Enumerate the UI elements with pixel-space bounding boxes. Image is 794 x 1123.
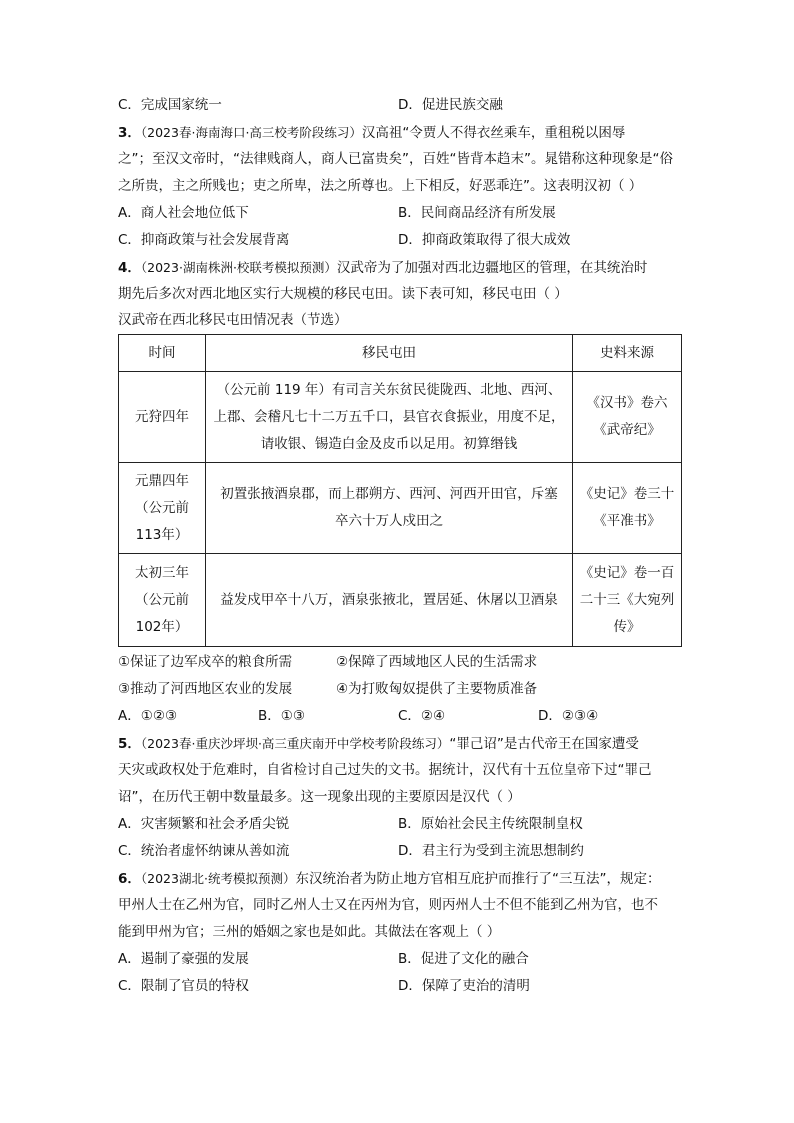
q4-stem-line-2: 期先后多次对西北地区实行大规模的移民屯田。读下表可知，移民屯田（ ） — [118, 286, 568, 302]
option-a[interactable]: A．遏制了豪强的发展 — [118, 951, 249, 967]
header-time: 时间 — [119, 335, 206, 372]
cell-time: 元狩四年 — [119, 372, 206, 463]
q6-options-ab — [118, 946, 688, 973]
cell-source: 《史记》卷三十 《平准书》 — [573, 463, 682, 554]
option-a[interactable]: A．①②③ — [118, 708, 178, 724]
q4-stem-line-1 — [118, 254, 688, 281]
option-b[interactable]: B．民间商品经济有所发展 — [398, 205, 556, 221]
question-source: （2023·湖南株洲·校联考模拟预测） — [140, 260, 337, 275]
q5-stem-line-3: 诏”，在历代王朝中数量最多。这一现象出现的主要原因是汉代（ ） — [118, 789, 521, 805]
q3-options-ab — [118, 200, 688, 227]
question-number: 3． — [118, 125, 141, 141]
q3-stem-line-2: 之”；至汉文帝时，“法律贱商人，商人已富贵矣”，百姓“皆背本趋末”。晁错称这种现象是“俗 — [118, 151, 673, 167]
q3-stem-line-1 — [118, 119, 688, 146]
question-text: “罪己诏”是古代帝王在国家遭受 — [449, 736, 639, 752]
statement-2: ②保障了西域地区人民的生活需求 — [336, 654, 538, 670]
q6-stem-line-2: 甲州人士在乙州为官，同时乙州人士又在丙州为官，则丙州人士不但不能到乙州为官，也不 — [118, 897, 658, 913]
q5-stem-line-1 — [118, 730, 688, 757]
question-text: 东汉统治者为防止地方官相互庇护而推行了“三互法”，规定： — [295, 871, 661, 887]
question-source: （2023春·海南海口·高三校考阶段练习） — [140, 125, 362, 140]
option-c[interactable]: C．②④ — [398, 708, 446, 724]
cell-time: 太初三年 （公元前 102年） — [119, 554, 206, 647]
option-c[interactable]: C．完成国家统一 — [118, 97, 222, 113]
header-content: 移民屯田 — [206, 335, 573, 372]
table-row — [119, 463, 682, 554]
table-caption: 汉武帝在西北移民屯田情况表（节选） — [118, 312, 348, 328]
question-text: 汉高祖“令贾人不得衣丝乘车，重租税以困辱 — [361, 125, 626, 141]
option-d[interactable]: D．促进民族交融 — [398, 97, 503, 113]
q5-options-ab — [118, 811, 688, 838]
option-b[interactable]: B．①③ — [258, 708, 305, 724]
cell-source: 《汉书》卷六 《武帝纪》 — [573, 372, 682, 463]
question-number: 5． — [118, 736, 141, 752]
q6-stem-line-3: 能到甲州为官；三州的婚姻之家也是如此。其做法在客观上（ ） — [118, 924, 501, 940]
q6-options-cd — [118, 973, 688, 1000]
cell-content: （公元前 119 年）有司言关东贫民徙陇西、北地、西河、 上郡、会稽凡七十二万五千口，县官衣食振业，用度不足， 请收银、锡造白金及皮币以足用。初算缗钱 — [206, 372, 573, 463]
option-b[interactable]: B．原始社会民主传统限制皇权 — [398, 816, 583, 832]
q2-options-cd — [118, 92, 688, 119]
exam-page — [118, 92, 688, 1000]
q3-stem-line-3: 之所贵，主之所贱也；吏之所卑，法之所尊也。上下相反，好恶乖迕”。这表明汉初（ ） — [118, 178, 643, 194]
cell-content: 益发戍甲卒十八万，酒泉张掖北，置居延、休屠以卫酒泉 — [206, 554, 573, 647]
option-c[interactable]: C．抑商政策与社会发展背离 — [118, 232, 290, 248]
cell-source: 《史记》卷一百 二十三《大宛列 传》 — [573, 554, 682, 647]
option-d[interactable]: D．②③④ — [538, 708, 599, 724]
question-source: （2023春·重庆沙坪坝·高三重庆南开中学校考阶段练习） — [140, 736, 450, 751]
statement-1: ①保证了边军戍卒的粮食所需 — [118, 654, 293, 670]
header-source: 史料来源 — [573, 335, 682, 372]
q5-options-cd — [118, 838, 688, 865]
question-number: 6． — [118, 871, 141, 887]
option-a[interactable]: A．灾害频繁和社会矛盾尖锐 — [118, 816, 290, 832]
option-c[interactable]: C．统治者虚怀纳谏从善如流 — [118, 843, 290, 859]
q4-statements-12 — [118, 649, 688, 676]
cell-content: 初置张掖酒泉郡，而上郡朔方、西河、河西开田官，斥塞 卒六十万人戍田之 — [206, 463, 573, 554]
table-header-row — [119, 335, 682, 372]
table-row — [119, 554, 682, 647]
option-d[interactable]: D．君主行为受到主流思想制约 — [398, 843, 584, 859]
statement-4: ④为打败匈奴提供了主要物质准备 — [336, 681, 538, 697]
migration-table — [118, 334, 682, 647]
q6-stem-line-1 — [118, 865, 688, 892]
q4-statements-34 — [118, 676, 688, 703]
cell-time: 元鼎四年 （公元前 113年） — [119, 463, 206, 554]
option-b[interactable]: B．促进了文化的融合 — [398, 951, 529, 967]
question-source: （2023湖北·统考模拟预测） — [140, 871, 296, 886]
option-d[interactable]: D．保障了吏治的清明 — [398, 978, 530, 994]
q3-options-cd — [118, 227, 688, 254]
table-row — [119, 372, 682, 463]
q5-stem-line-2: 天灾或政权处于危难时，自省检讨自己过失的文书。据统计，汉代有十五位皇帝下过“罪己 — [118, 762, 652, 778]
question-text: 汉武帝为了加强对西北边疆地区的管理，在其统治时 — [336, 260, 648, 276]
option-c[interactable]: C．限制了官员的特权 — [118, 978, 249, 994]
option-d[interactable]: D．抑商政策取得了很大成效 — [398, 232, 571, 248]
option-a[interactable]: A．商人社会地位低下 — [118, 205, 249, 221]
q4-options — [118, 703, 688, 730]
statement-3: ③推动了河西地区农业的发展 — [118, 681, 293, 697]
question-number: 4． — [118, 260, 141, 276]
